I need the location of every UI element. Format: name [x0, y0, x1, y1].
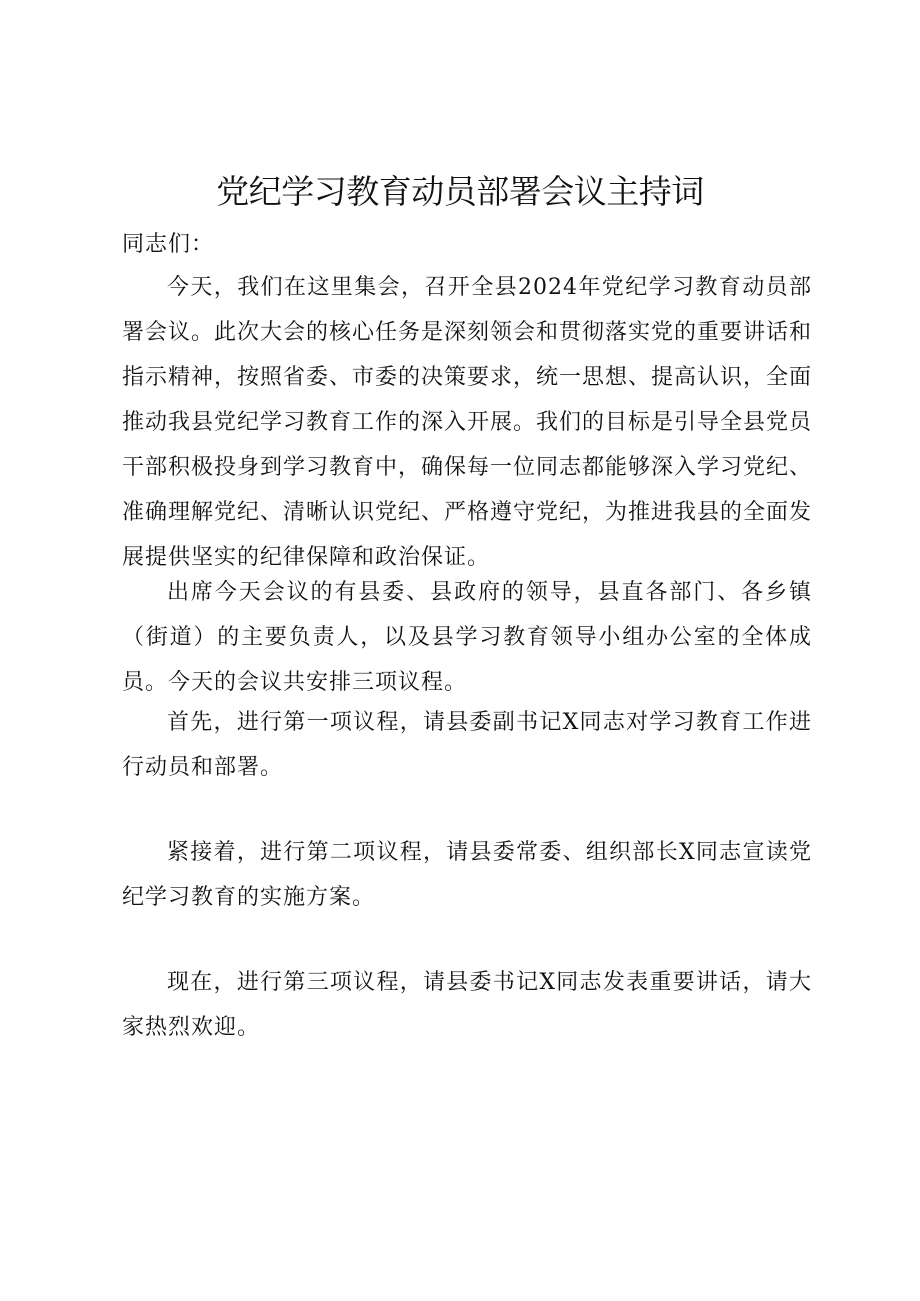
paragraph-agenda-item-3: 现在，进行第三项议程，请县委书记X同志发表重要讲话，请大家热烈欢迎。	[122, 970, 812, 1040]
paragraph-agenda-item-1: 首先，进行第一项议程，请县委副书记X同志对学习教育工作进行动员和部署。	[122, 710, 812, 780]
paragraph-attendees: 出席今天会议的有县委、县政府的领导，县直各部门、各乡镇（街道）的主要负责人，以及县学习教育领导小组办公室的全体成员。今天的会议共安排三项议程。	[122, 580, 812, 695]
document-title: 党纪学习教育动员部署会议主持词	[216, 172, 704, 211]
salutation: 同志们：	[122, 232, 215, 257]
paragraph-opening: 今天，我们在这里集会，召开全县2024年党纪学习教育动员部署会议。此次大会的核心任务是深刻领会和贯彻落实党的重要讲话和指示精神，按照省委、市委的决策要求，统一思想、提高认识，全面推动我县党纪学习教育工作的深入开展。我们的目标是引导全县党员干部积极投身到学习教育中，确保每一位同志都能够深入学习党纪、准确理解党纪、清晰认识党纪、严格遵守党纪，为推进我县的全面发展提供坚实的纪律保障和政治保证。	[122, 275, 813, 570]
paragraph-agenda-item-2: 紧接着，进行第二项议程，请县委常委、组织部长X同志宣读党纪学习教育的实施方案。	[122, 840, 812, 910]
